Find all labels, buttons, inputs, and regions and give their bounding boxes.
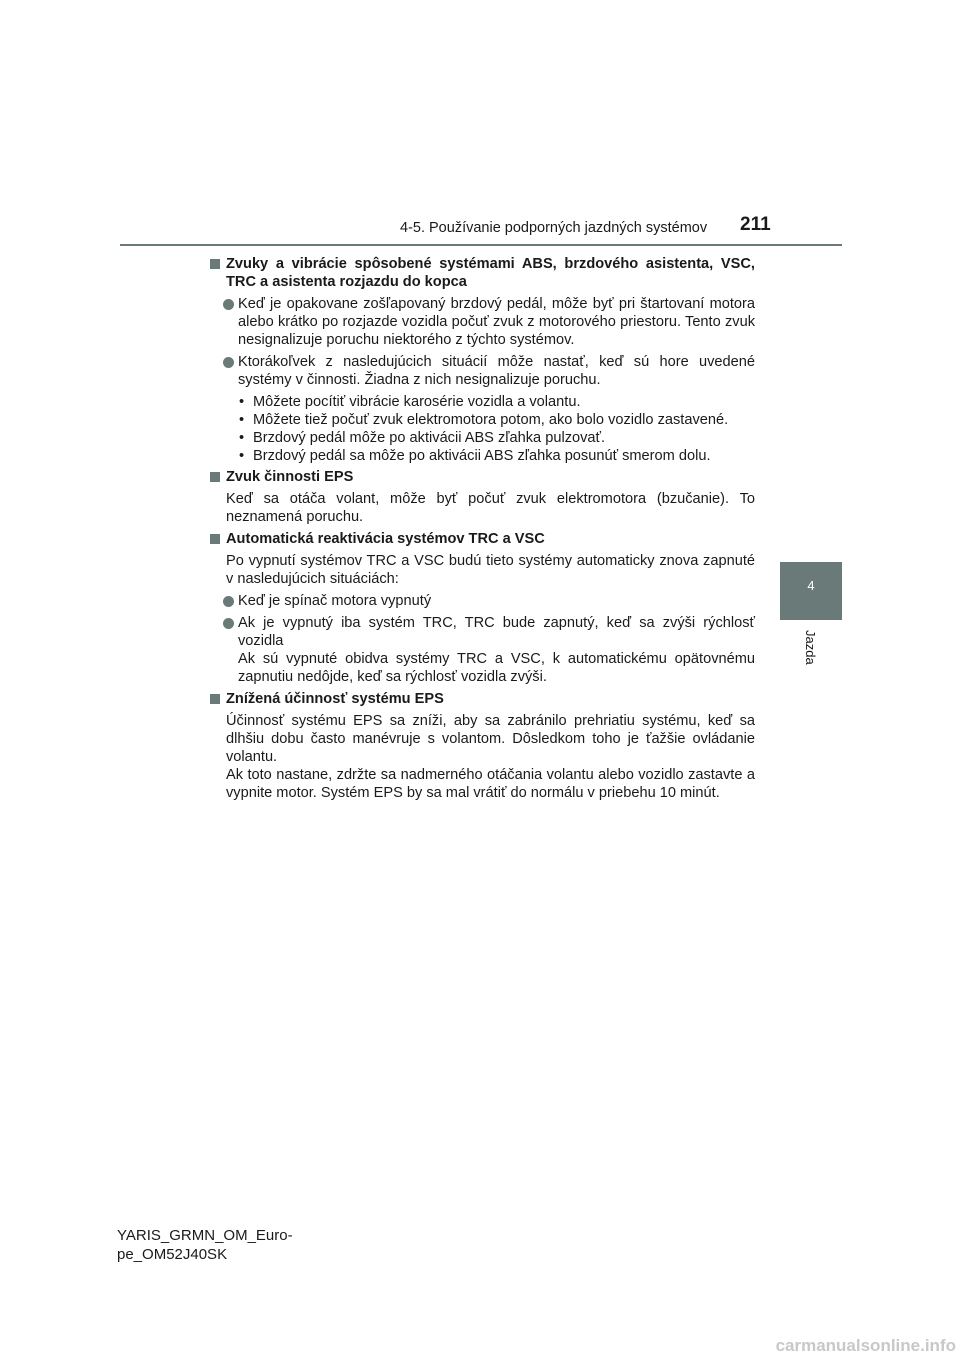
square-bullet-icon <box>210 694 220 704</box>
square-bullet-icon <box>210 534 220 544</box>
chapter-label <box>800 630 822 670</box>
list-item: Keď je spínač motora vypnutý <box>223 592 755 610</box>
document-footer: YARIS_GRMN_OM_Euro- pe_OM52J40SK <box>117 1227 293 1263</box>
list-item: Ktorákoľvek z nasledujúcich situácií môže nastať, keď sú hore uvedené systémy v činnosti. Žiadna z nich nesignalizuje poruchu. <box>223 353 755 389</box>
header-rule <box>120 244 842 246</box>
section-heading: Znížená účinnosť systému EPS <box>210 690 755 708</box>
section-eps-sound <box>210 468 755 526</box>
list-item: Ak je vypnutý iba systém TRC, TRC bude zapnutý, keď sa zvýši rýchlosť vozidla Ak sú vypnuté obidva systémy TRC a VSC, k automatickému opätovnému zapnutiu nedôjde, keď sa rýchlosť vozidla zvýši. <box>223 614 755 686</box>
circle-bullet-icon <box>223 596 234 607</box>
square-bullet-icon <box>210 259 220 269</box>
bullet-item: • Môžete pocítiť vibrácie karosérie vozidla a volantu. <box>239 394 581 410</box>
chapter-tab-number: 4 <box>807 578 815 593</box>
section-heading: Automatická reaktivácia systémov TRC a VSC <box>210 530 755 548</box>
bullet-item: • Brzdový pedál sa môže po aktivácii ABS zľahka posunúť smerom dolu. <box>239 448 711 464</box>
circle-bullet-icon <box>223 357 234 368</box>
chapter-label-text: Jazda <box>803 630 818 665</box>
watermark: carmanualsonline.info <box>775 1336 956 1355</box>
bullet-item: • Brzdový pedál môže po aktivácii ABS zľahka pulzovať. <box>239 430 606 446</box>
section-heading: Zvuk činnosti EPS <box>210 468 755 486</box>
paragraph: Keď sa otáča volant, môže byť počuť zvuk elektromotora (bzučanie). To neznamená poruchu. <box>226 491 755 525</box>
section-abs-sounds <box>210 255 755 465</box>
section-heading: Zvuky a vibrácie spôsobené systémami ABS, brzdového asistenta, VSC, TRC a asistenta rozjazdu do kopca <box>210 255 755 291</box>
paragraph: Po vypnutí systémov TRC a VSC budú tieto systémy automaticky znova zapnuté v nasledujúcich situáciách: <box>226 553 755 587</box>
paragraph: Účinnosť systému EPS sa zníži, aby sa zabránilo prehriatiu systému, keď sa dlhšiu dobu často manévruje s volantom. Dôsledkom toho je ťažšie ovládanie volantu. Ak toto nastane, zdržte sa nadmerného otáčania volantu alebo vozidlo zastavte a vypnite motor. Systém EPS by sa mal vrátiť do normálu v priebehu 10 minút. <box>226 713 755 801</box>
header-title: 4-5. Používanie podporných jazdných systémov <box>400 220 708 236</box>
circle-bullet-icon <box>223 618 234 629</box>
section-eps-reduced <box>210 690 755 802</box>
list-item: Keď je opakovane zošľapovaný brzdový pedál, môže byť pri štartovaní motora alebo krátko po rozjazde vozidla počuť zvuk z motorového priestoru. Tento zvuk nesignalizuje poruchu niektorého z týchto systémov. <box>223 295 755 349</box>
section-trc-vsc-reactivation <box>210 530 755 686</box>
page-number: 211 <box>740 214 771 235</box>
bullet-list <box>210 393 755 465</box>
circle-bullet-icon <box>223 299 234 310</box>
bullet-item: • Môžete tiež počuť zvuk elektromotora potom, ako bolo vozidlo zastavené. <box>239 412 729 428</box>
page-content <box>210 255 755 806</box>
square-bullet-icon <box>210 472 220 482</box>
